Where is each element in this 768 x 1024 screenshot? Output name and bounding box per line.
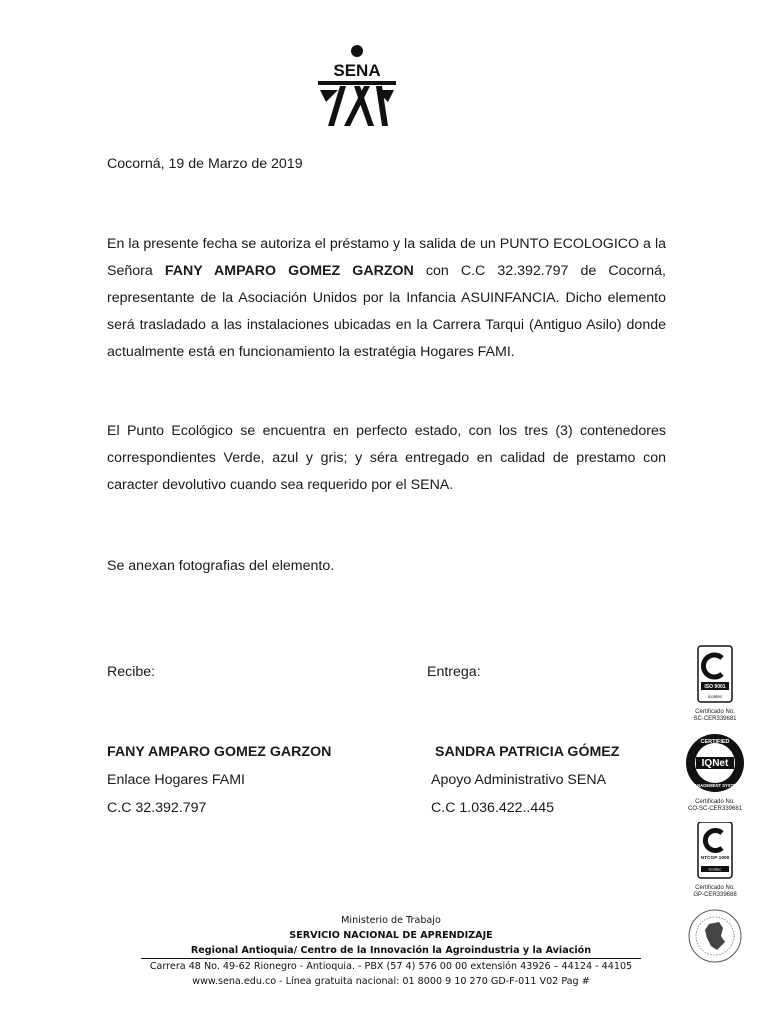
receiver-block (107, 738, 331, 822)
cert-ntcgp-caption: Certificado No. GP-CER339688 (693, 885, 737, 898)
receiver-name: FANY AMPARO GOMEZ GARZON (107, 744, 332, 760)
ntcgp-icon (680, 822, 750, 880)
paragraph1-name: FANY AMPARO GOMEZ GARZON (164, 263, 414, 279)
footer-address: Carrera 48 No. 49-62 Rionegro - Antioquia. - PBX (57 4) 576 00 00 extensión 43926 – 44124 - 44105 (149, 961, 633, 972)
receiver-label: Recibe: (107, 664, 156, 680)
cert-iso9001-caption: Certificado No. SC-CER339681 (693, 709, 737, 722)
svg-text:CERTIFIED: CERTIFIED (700, 739, 730, 745)
svg-text:ISO 9001: ISO 9001 (704, 684, 726, 690)
cert-iso9001 (680, 644, 750, 723)
quality-seal (687, 908, 743, 969)
cert-iqnet (680, 732, 750, 813)
cert-ntcgp1000 (680, 822, 750, 899)
footer-service: SERVICIO NACIONAL DE APRENDIZAJE (289, 930, 493, 941)
svg-text:IQNet: IQNet (701, 758, 729, 769)
svg-text:MANAGEMENT SYSTEM: MANAGEMENT SYSTEM (690, 783, 740, 788)
iso9001-icon (680, 644, 750, 704)
paragraph-attachments: Se anexan fotografias del elemento. (107, 558, 335, 574)
paragraph-authorization (107, 231, 666, 366)
giver-role: Apoyo Administrativo SENA (431, 772, 607, 788)
svg-text:NTCGP 1000: NTCGP 1000 (700, 856, 730, 861)
giver-label: Entrega: (427, 664, 481, 680)
svg-text:icontec: icontec (707, 694, 723, 699)
sena-logo (316, 44, 398, 128)
giver-id: C.C 1.036.422..445 (431, 800, 555, 816)
footer-regional: Regional Antioquia/ Centro de la Innovación la Agroindustria y la Aviación (141, 943, 641, 959)
receiver-id: C.C 32.392.797 (107, 800, 207, 816)
colombia-seal-icon (687, 908, 743, 964)
paragraph1-after: con C.C 32.392.797 de Cocorná, representante de la Asociación Unidos por la Infancia ASUINFANCIA. Dicho elemento será trasladado a las instalaciones ubicadas en la Carrera Tarqui (Antiguo Asilo) donde actualmente está en funcionamiento la estratégia Hogares FAMI. (107, 263, 666, 360)
giver-block (431, 738, 619, 822)
footer-website: www.sena.edu.co - Línea gratuita nacional: 01 8000 9 10 270 GD-F-011 V02 Pag # (192, 976, 590, 987)
giver-name: SANDRA PATRICIA GÓMEZ (435, 744, 620, 760)
paragraph-condition: El Punto Ecológico se encuentra en perfecto estado, con los tres (3) contenedores correspondientes Verde, azul y gris; y séra entregado en calidad de prestamo con caracter devolutivo cuando sea requerido por el SENA. (107, 423, 666, 493)
iqnet-icon (680, 732, 750, 794)
receiver-role: Enlace Hogares FAMI (107, 772, 245, 788)
svg-text:icontec: icontec (708, 866, 722, 872)
footer-ministry: Ministerio de Trabajo (341, 915, 441, 926)
date-line: Cocorná, 19 de Marzo de 2019 (107, 156, 303, 172)
logo-text: SENA (333, 61, 381, 80)
paragraph1-before: En la presente fecha se autoriza el préstamo y la salida de un PUNTO ECOLOGICO a la Señora (107, 236, 666, 279)
footer (100, 913, 682, 989)
cert-iqnet-caption: Certificado No. CO-SC-CER339681 (687, 799, 743, 812)
